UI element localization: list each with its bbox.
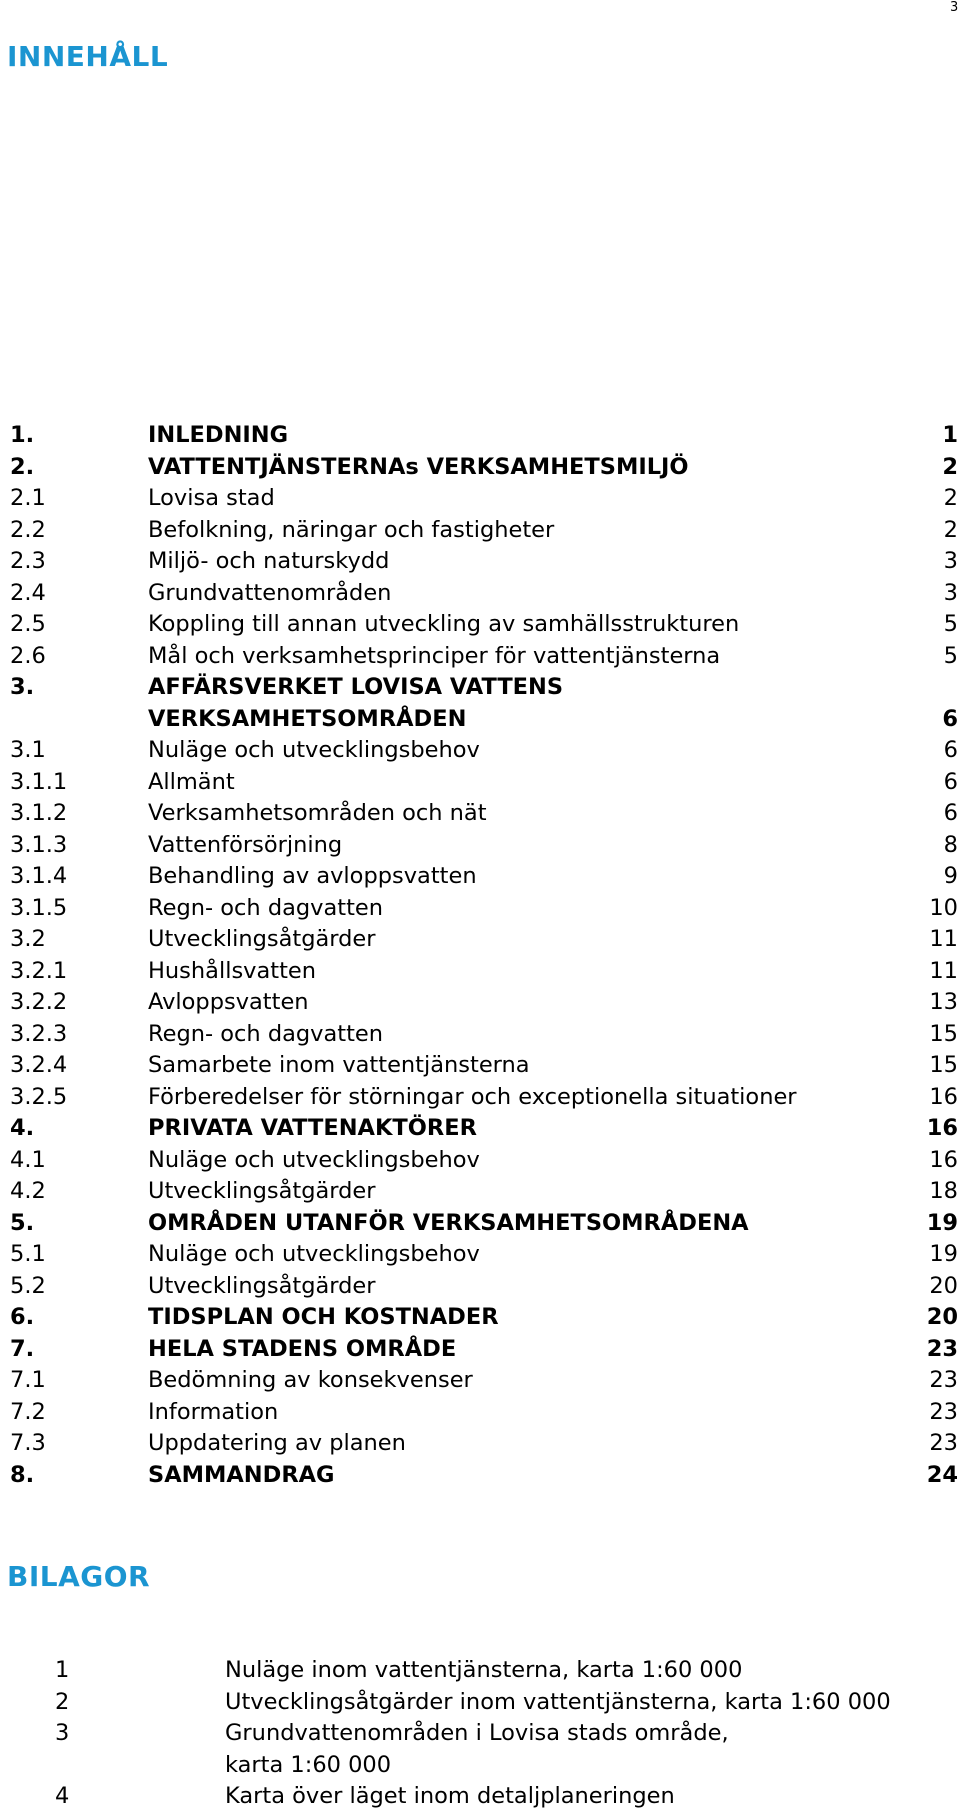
toc-entry-title: VERKSAMHETSOMRÅDEN <box>148 705 467 732</box>
appendix-entry <box>55 1718 955 1750</box>
toc-entry-number: 4.2 <box>10 1178 46 1204</box>
toc-entry <box>10 1428 958 1460</box>
toc-entry-number: 3.1.4 <box>10 863 68 889</box>
toc-entry-page: 6 <box>943 768 958 795</box>
toc-entry-title: Mål och verksamhetsprinciper för vattentjänsterna <box>148 642 721 669</box>
toc-entry-page: 2 <box>943 516 958 543</box>
toc-entry-title: OMRÅDEN UTANFÖR VERKSAMHETSOMRÅDENA <box>148 1209 749 1236</box>
toc-entry <box>10 830 958 862</box>
toc-entry-title: Nuläge och utvecklingsbehov <box>148 1146 480 1173</box>
toc-entry-page: 6 <box>943 800 958 826</box>
toc-entry-title: Information <box>148 1398 279 1425</box>
bilagor-heading: BILAGOR <box>7 1560 151 1593</box>
toc-entry <box>10 1208 958 1240</box>
appendix-number: 1 <box>55 1657 70 1683</box>
toc-entry-number: 2.4 <box>10 579 46 606</box>
toc-entry-page: 24 <box>926 1461 958 1488</box>
toc-entry-page: 15 <box>929 1052 958 1078</box>
toc-entry <box>10 735 958 767</box>
toc-entry-title: SAMMANDRAG <box>148 1461 335 1488</box>
toc-entry <box>10 798 958 830</box>
appendix-number: 4 <box>55 1783 70 1809</box>
toc-entry-page: 20 <box>929 1272 958 1299</box>
toc-entry <box>10 609 958 641</box>
appendix-entry <box>55 1655 955 1687</box>
toc-entry <box>10 420 958 452</box>
toc-entry-page: 19 <box>929 1241 958 1267</box>
toc-entry-title: Regn- och dagvatten <box>148 1020 384 1047</box>
toc-entry <box>10 924 958 956</box>
toc-entry-page: 18 <box>929 1178 958 1204</box>
appendix-number: 3 <box>55 1720 70 1746</box>
toc-entry-page: 8 <box>943 831 958 858</box>
toc-entry-page: 23 <box>929 1430 958 1456</box>
appendix-entry <box>55 1750 955 1782</box>
toc-entry-page: 2 <box>943 485 958 511</box>
toc-entry-page: 16 <box>929 1083 958 1110</box>
toc-entry-page: 9 <box>943 863 958 889</box>
toc-entry <box>10 987 958 1019</box>
toc-entry <box>10 1019 958 1051</box>
toc-entry-page: 23 <box>929 1367 958 1393</box>
toc-entry-title: HELA STADENS OMRÅDE <box>148 1335 457 1362</box>
toc-entry-number: 3.2.5 <box>10 1083 68 1110</box>
toc-entry-page: 11 <box>929 926 958 952</box>
toc-entry-number: 3.1.3 <box>10 831 68 858</box>
toc-entry-title: Verksamhetsområden och nät <box>148 800 487 826</box>
toc-entry-title: AFFÄRSVERKET LOVISA VATTENS <box>148 674 564 700</box>
toc-entry <box>10 1050 958 1082</box>
toc-entry-title: Förberedelser för störningar och exceptionella situationer <box>148 1083 797 1110</box>
toc-entry-title: Utvecklingsåtgärder <box>148 1178 376 1204</box>
toc-entry-number: 5. <box>10 1209 35 1236</box>
toc-entry <box>10 1239 958 1271</box>
toc-entry <box>10 546 958 578</box>
page-number: 3 <box>950 0 959 15</box>
toc-entry-page: 3 <box>943 548 958 574</box>
toc-entry-number: 7.3 <box>10 1430 46 1456</box>
appendix-title: Karta över läget inom detaljplaneringen <box>225 1783 675 1809</box>
toc-entry <box>10 1145 958 1177</box>
toc-entry-title: Lovisa stad <box>148 485 275 511</box>
appendix-title: Nuläge inom vattentjänsterna, karta 1:60 000 <box>225 1657 743 1683</box>
toc-entry-page: 1 <box>942 422 958 448</box>
toc-entry-title: Regn- och dagvatten <box>148 894 384 921</box>
toc-entry-number: 2.2 <box>10 516 46 543</box>
toc-entry <box>10 672 958 704</box>
appendix-entry <box>55 1781 955 1813</box>
appendix-title: karta 1:60 000 <box>225 1751 392 1778</box>
toc-entry-page: 6 <box>942 705 958 732</box>
toc-entry-number: 3. <box>10 674 35 700</box>
toc-entry-page: 16 <box>926 1115 958 1141</box>
toc-entry-page: 19 <box>926 1209 958 1236</box>
toc-entry-number: 7.2 <box>10 1398 46 1425</box>
toc-entry <box>10 641 958 673</box>
toc-entry-page: 23 <box>926 1335 958 1362</box>
toc-entry <box>10 1365 958 1397</box>
toc-entry-title: Koppling till annan utveckling av samhällsstrukturen <box>148 611 740 637</box>
toc-entry <box>10 1334 958 1366</box>
toc-entry-number: 3.2.3 <box>10 1020 68 1047</box>
toc-entry-title: Nuläge och utvecklingsbehov <box>148 1241 480 1267</box>
toc-entry-number: 5.1 <box>10 1241 46 1267</box>
toc-entry-number: 4. <box>10 1115 35 1141</box>
toc-entry-title: Grundvattenområden <box>148 579 392 606</box>
toc-entry-number: 3.2.1 <box>10 957 68 984</box>
toc-entry <box>10 1302 958 1334</box>
toc-entry-number: 4.1 <box>10 1146 46 1173</box>
toc-entry-number: 8. <box>10 1461 35 1488</box>
toc-entry-number: 6. <box>10 1304 35 1330</box>
toc-entry-number: 2.6 <box>10 642 46 669</box>
toc-entry-title: Befolkning, näringar och fastigheter <box>148 516 555 543</box>
toc-entry-page: 5 <box>943 611 958 637</box>
toc-entry-number: 3.1.5 <box>10 894 68 921</box>
toc-entry-title: Hushållsvatten <box>148 957 317 984</box>
appendix-entry <box>55 1687 955 1719</box>
toc-entry-title: Samarbete inom vattentjänsterna <box>148 1052 530 1078</box>
toc-entry-page: 11 <box>929 957 958 984</box>
toc-entry <box>10 1271 958 1303</box>
toc-entry-page: 6 <box>943 737 958 763</box>
toc-entry-title: Miljö- och naturskydd <box>148 548 390 574</box>
toc-entry-number: 1. <box>10 422 35 448</box>
toc-entry <box>10 1082 958 1114</box>
toc-entry <box>10 483 958 515</box>
toc-entry-number: 3.2 <box>10 926 46 952</box>
appendix-title: Grundvattenområden i Lovisa stads område, <box>225 1720 729 1746</box>
toc-entry-number: 2.5 <box>10 611 46 637</box>
toc-entry-number: 2.3 <box>10 548 46 574</box>
toc-entry-title: Allmänt <box>148 768 235 795</box>
toc-entry-number: 3.2.2 <box>10 989 68 1015</box>
toc-entry-title: Uppdatering av planen <box>148 1430 406 1456</box>
toc-entry <box>10 1397 958 1429</box>
toc-entry-title: Nuläge och utvecklingsbehov <box>148 737 480 763</box>
toc-heading: INNEHÅLL <box>7 40 169 73</box>
appendix-title: Utvecklingsåtgärder inom vattentjänsterna, karta 1:60 000 <box>225 1688 891 1715</box>
toc-entry-page: 2 <box>942 453 958 480</box>
toc-entry-number: 3.2.4 <box>10 1052 68 1078</box>
table-of-contents <box>10 420 958 1491</box>
toc-entry-page: 15 <box>929 1020 958 1047</box>
toc-entry-title: Utvecklingsåtgärder <box>148 1272 376 1299</box>
toc-entry-page: 10 <box>929 894 958 921</box>
toc-entry <box>10 515 958 547</box>
toc-entry-number: 3.1 <box>10 737 46 763</box>
appendix-list <box>55 1655 955 1813</box>
toc-entry <box>10 861 958 893</box>
toc-entry <box>10 452 958 484</box>
toc-entry-page: 3 <box>943 579 958 606</box>
toc-entry-title: VATTENTJÄNSTERNAs VERKSAMHETSMILJÖ <box>148 453 689 480</box>
toc-entry-number: 2.1 <box>10 485 46 511</box>
toc-entry <box>10 1176 958 1208</box>
toc-entry <box>10 956 958 988</box>
toc-entry-title: INLEDNING <box>148 422 289 448</box>
toc-entry-number: 7.1 <box>10 1367 46 1393</box>
toc-entry <box>10 704 958 736</box>
toc-entry-page: 16 <box>929 1146 958 1173</box>
toc-entry <box>10 767 958 799</box>
toc-entry-number: 5.2 <box>10 1272 46 1299</box>
toc-entry-title: Vattenförsörjning <box>148 831 343 858</box>
toc-entry-number: 3.1.2 <box>10 800 68 826</box>
toc-entry-title: Utvecklingsåtgärder <box>148 926 376 952</box>
toc-entry-page: 20 <box>926 1304 958 1330</box>
toc-entry-number: 7. <box>10 1335 35 1362</box>
toc-entry-page: 13 <box>929 989 958 1015</box>
toc-entry <box>10 578 958 610</box>
toc-entry-title: Behandling av avloppsvatten <box>148 863 477 889</box>
toc-entry-title: Bedömning av konsekvenser <box>148 1367 473 1393</box>
toc-entry-title: Avloppsvatten <box>148 989 309 1015</box>
toc-entry <box>10 1460 958 1492</box>
toc-entry-page: 23 <box>929 1398 958 1425</box>
toc-entry-number: 2. <box>10 453 35 480</box>
toc-entry-title: TIDSPLAN OCH KOSTNADER <box>148 1304 499 1330</box>
toc-entry <box>10 893 958 925</box>
toc-entry-number: 3.1.1 <box>10 768 68 795</box>
appendix-number: 2 <box>55 1688 70 1715</box>
toc-entry <box>10 1113 958 1145</box>
toc-entry-page: 5 <box>943 642 958 669</box>
toc-entry-title: PRIVATA VATTENAKTÖRER <box>148 1115 477 1141</box>
